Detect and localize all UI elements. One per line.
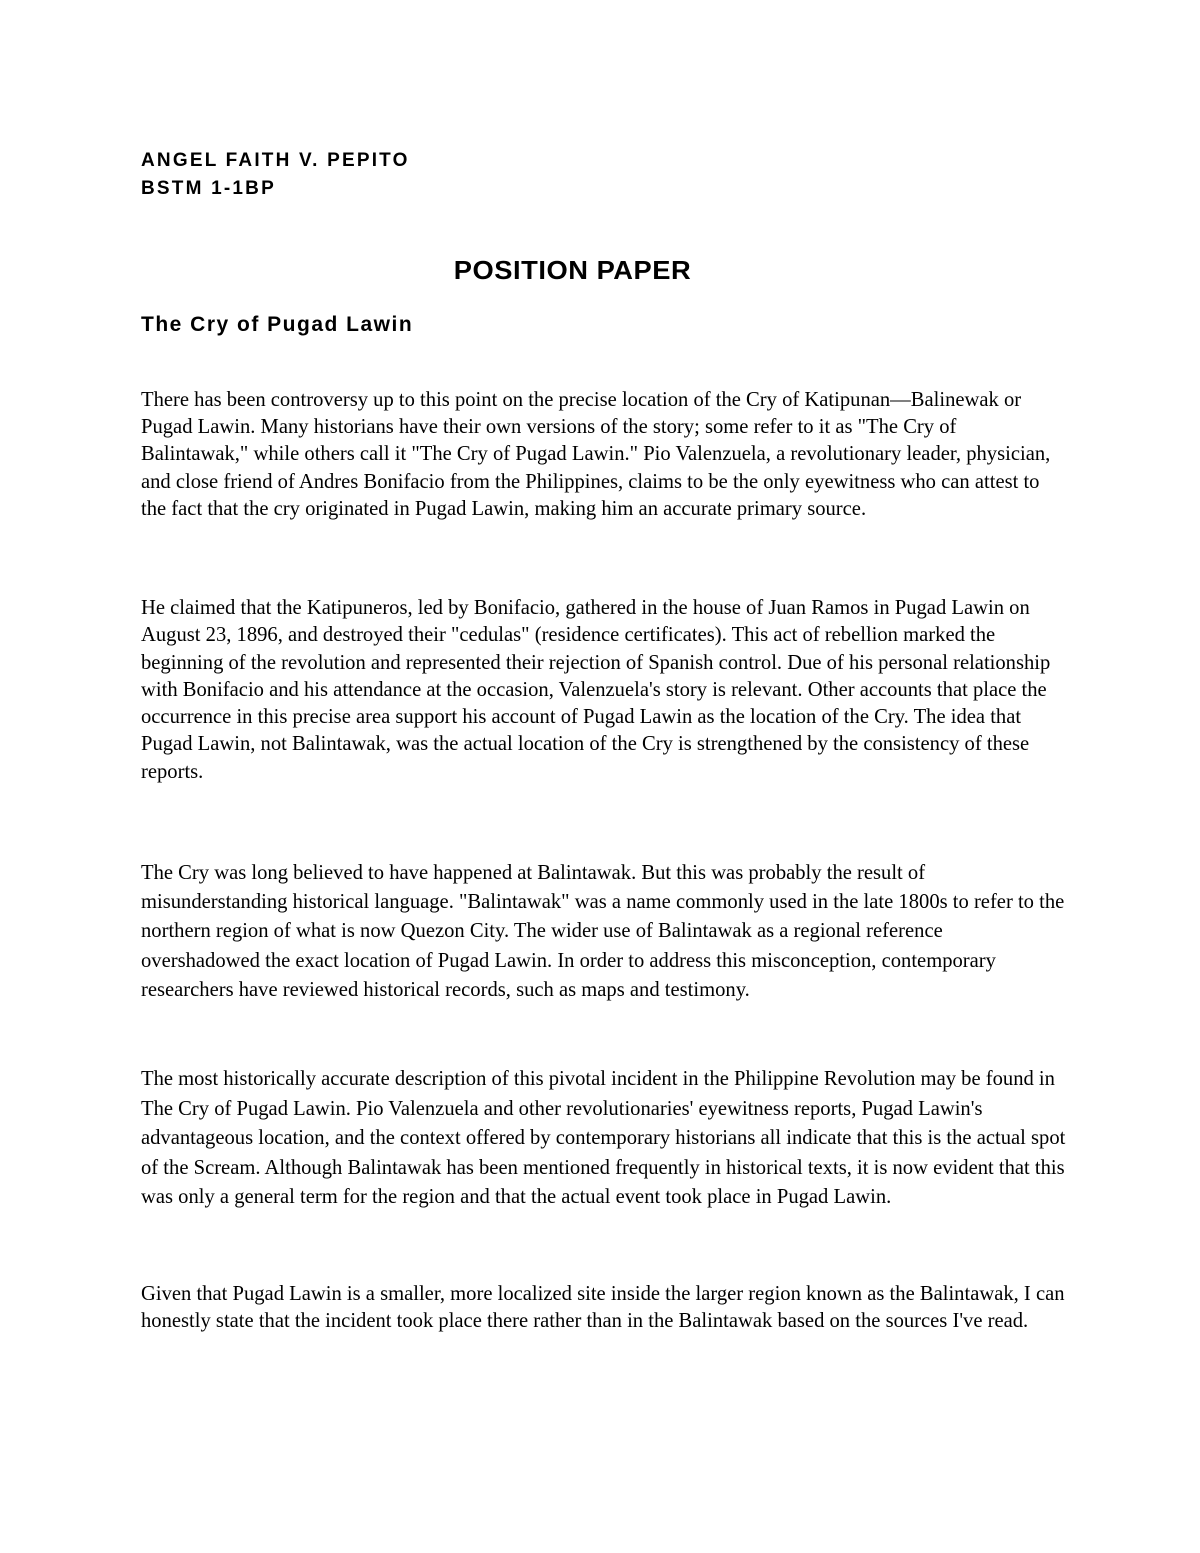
document-title: POSITION PAPER (453, 255, 692, 285)
document-subtitle: The Cry of Pugad Lawin (141, 313, 414, 336)
author-name: ANGEL FAITH V. PEPITO (141, 150, 410, 171)
paragraph-5: Given that Pugad Lawin is a smaller, more localized site inside the larger region known as the Balintawak, I can honestly state that the incident took place there rather than in the Balintawak based on the sources I've read. (141, 1283, 1065, 1333)
paragraph-3: The Cry was long believed to have happened at Balintawak. But this was probably the result of misunderstanding historical language. "Balintawak" was a name commonly used in the late 1800s to refer to the northern region of what is now Quezon City. The wider use of Balintawak as a regional reference overshadowed the exact location of Pugad Lawin. In order to address this misconception, contemporary researchers have reviewed historical records, such as maps and testimony. (141, 862, 1065, 1001)
author-block (141, 147, 410, 203)
paragraph-1: There has been controversy up to this point on the precise location of the Cry of Katipunan—Balinewak or Pugad Lawin. Many historians have their own versions of the story; some refer to it as "The Cry of Balintawak," while others call it "The Cry of Pugad Lawin." Pio Valenzuela, a revolutionary leader, physician, and close friend of Andres Bonifacio from the Philippines, claims to be the only eyewitness who can attest to the fact that the cry originated in Pugad Lawin, making him an accurate primary source. (141, 389, 1051, 520)
paragraph-2: He claimed that the Katipuneros, led by Bonifacio, gathered in the house of Juan Ramos in Pugad Lawin on August 23, 1896, and destroyed their "cedulas" (residence certificates). This act of rebellion marked the beginning of the revolution and represented their rejection of Spanish control. Due of his personal relationship with Bonifacio and his attendance at the occasion, Valenzuela's story is relevant. Other accounts that place the occurrence in this precise area support his account of Pugad Lawin as the location of the Cry. The idea that Pugad Lawin, not Balintawak, was the actual location of the Cry is strengthened by the consistency of these reports. (141, 597, 1051, 783)
paragraph-4: The most historically accurate description of this pivotal incident in the Philippine Revolution may be found in The Cry of Pugad Lawin. Pio Valenzuela and other revolutionaries' eyewitness reports, Pugad Lawin's advantageous location, and the context offered by contemporary historians all indicate that this is the actual spot of the Scream. Although Balintawak has been mentioned frequently in historical texts, it is now evident that this was only a general term for the region and that the actual event took place in Pugad Lawin. (141, 1068, 1066, 1208)
author-section: BSTM 1-1BP (141, 178, 276, 199)
